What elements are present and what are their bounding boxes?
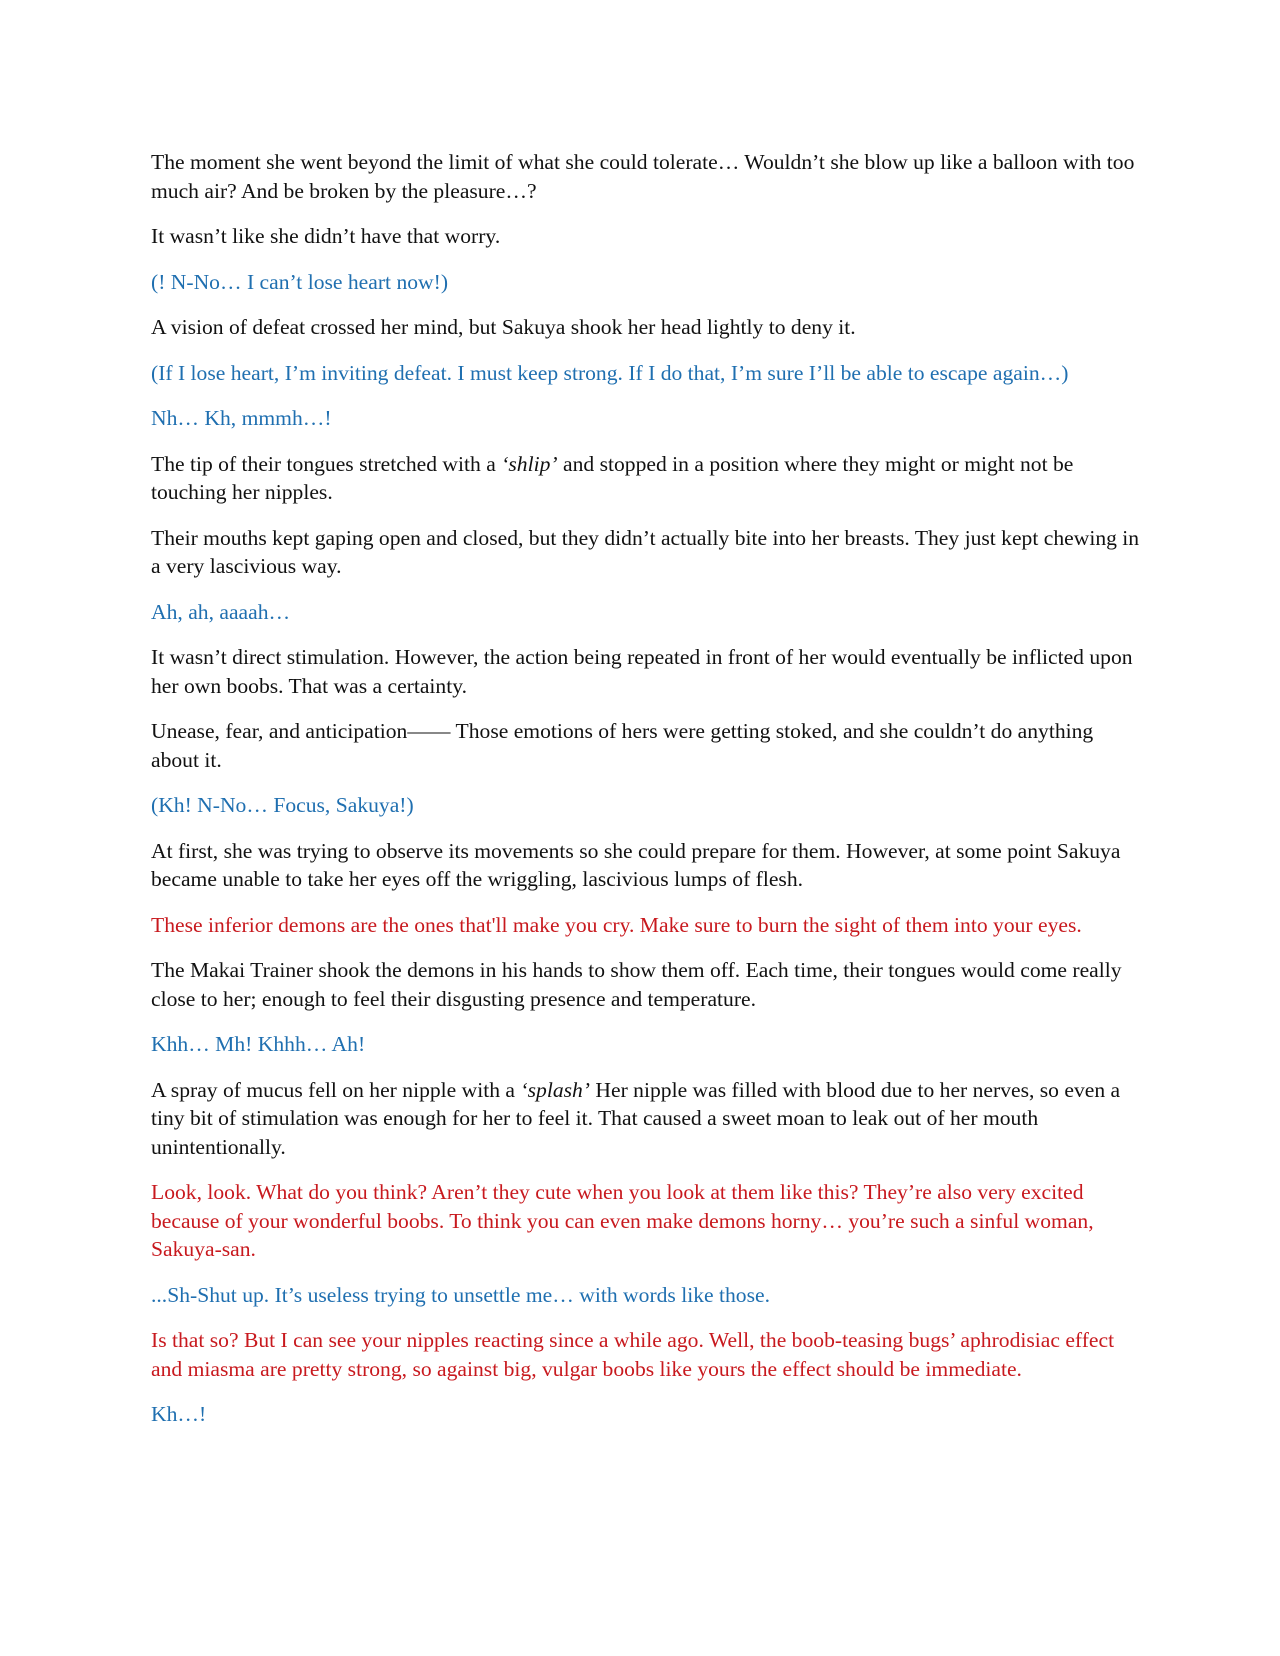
paragraph-narration: The moment she went beyond the limit of what she could tolerate… Wouldn’t she blow up like a balloon with too much air? And be broken by the pleasure…? xyxy=(151,150,1135,203)
paragraph-trainer-speech: These inferior demons are the ones that'll make you cry. Make sure to burn the sight of them into your eyes. xyxy=(151,912,1082,937)
paragraph-sakuya-voice: Kh…! xyxy=(151,1402,207,1426)
paragraph-sakuya-thought: (If I lose heart, I’m inviting defeat. I must keep strong. If I do that, I’m sure I’ll be able to escape again…) xyxy=(151,360,1069,385)
paragraph-sakuya-voice: Nh… Kh, mmmh…! xyxy=(151,406,332,430)
paragraph-trainer-speech: Is that so? But I can see your nipples reacting since a while ago. Well, the boob-teasing bugs’ aphrodisiac effect and miasma are pretty strong, so against big, vulgar boobs like yours the effect should be immediate. xyxy=(151,1328,1115,1381)
sound-effect: ‘splash’ xyxy=(520,1077,591,1102)
paragraph-narration: The Makai Trainer shook the demons in his hands to show them off. Each time, their tongues would come really close to her; enough to feel their disgusting presence and temperature. xyxy=(151,958,1122,1011)
paragraph-narration: At first, she was trying to observe its movements so she could prepare for them. However, at some point Sakuya became unable to take her eyes off the wriggling, lascivious lumps of flesh. xyxy=(151,838,1121,891)
paragraph-narration: Unease, fear, and anticipation—— Those emotions of hers were getting stoked, and she couldn’t do anything about it. xyxy=(151,719,1094,772)
paragraph-sakuya-thought: (Kh! N-No… Focus, Sakuya!) xyxy=(151,793,414,817)
paragraph-narration: Their mouths kept gaping open and closed, but they didn’t actually bite into her breasts. They just kept chewing in a very lascivious way. xyxy=(151,525,1140,578)
document-page xyxy=(151,148,1141,1446)
paragraph-narration: It wasn’t direct stimulation. However, the action being repeated in front of her would eventually be inflicted upon her own boobs. That was a certainty. xyxy=(151,645,1133,698)
paragraph-sakuya-voice: Ah, ah, aaaah… xyxy=(151,599,291,624)
paragraph-sakuya-voice: Khh… Mh! Khhh… Ah! xyxy=(151,1032,366,1056)
paragraph-trainer-speech: Look, look. What do you think? Aren’t they cute when you look at them like this? They’re also very excited because of your wonderful boobs. To think you can even make demons horny… you’re such a sinful woman, Sakuya-san. xyxy=(151,1180,1094,1261)
paragraph-narration: A vision of defeat crossed her mind, but Sakuya shook her head lightly to deny it. xyxy=(151,315,856,339)
paragraph-sakuya-speech: ...Sh-Shut up. It’s useless trying to unsettle me… with words like those. xyxy=(151,1282,770,1307)
paragraph-narration: A spray of mucus fell on her nipple with a ‘splash’ Her nipple was filled with blood due to her nerves, so even a tiny bit of stimulation was enough for her to feel it. That caused a sweet moan to leak out of her mouth unintentionally. xyxy=(151,1077,1121,1159)
paragraph-narration: It wasn’t like she didn’t have that worry. xyxy=(151,224,501,248)
paragraph-sakuya-thought: (! N-No… I can’t lose heart now!) xyxy=(151,269,449,294)
sound-effect: ‘shlip’ xyxy=(501,451,558,476)
paragraph-narration: The tip of their tongues stretched with a ‘shlip’ and stopped in a position where they might or might not be touching her nipples. xyxy=(151,451,1074,504)
